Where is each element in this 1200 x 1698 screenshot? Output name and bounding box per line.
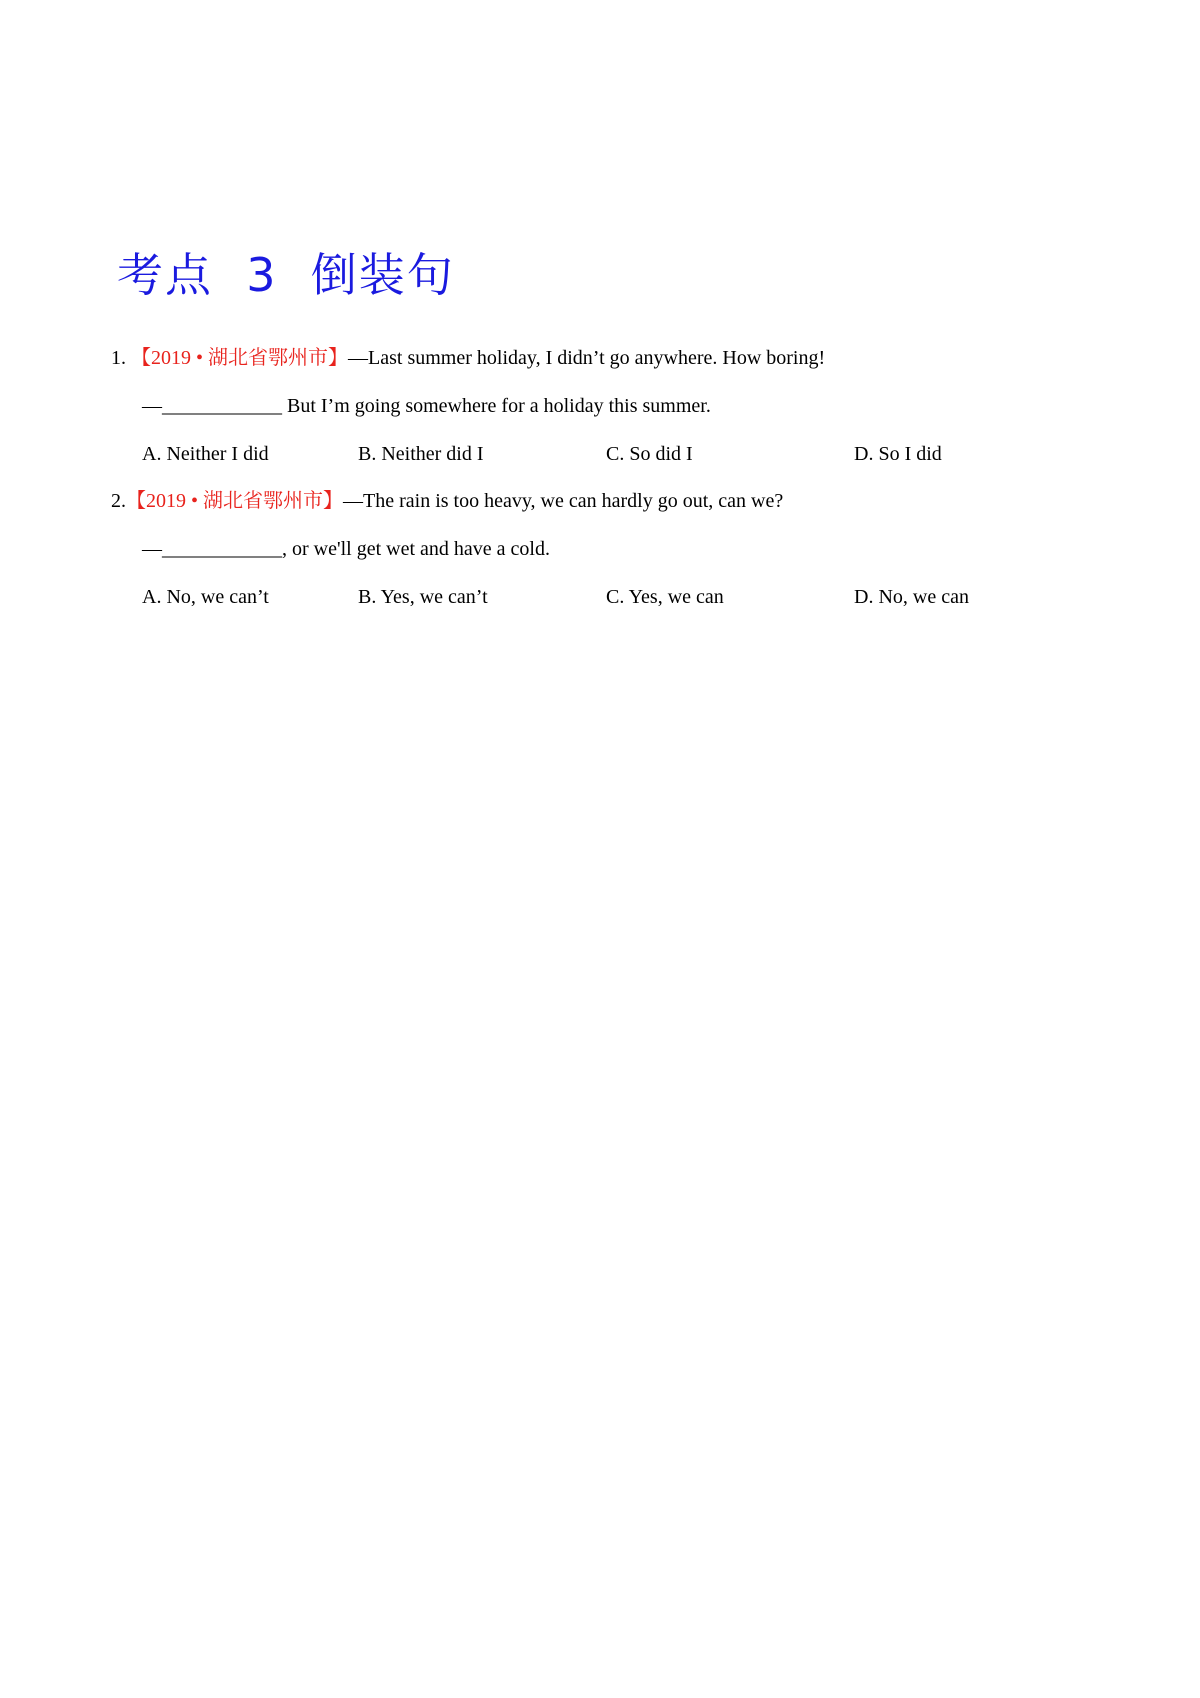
question-1-option-a: A. Neither I did xyxy=(142,443,269,465)
question-2-prompt: —The rain is too heavy, we can hardly go out, can we? xyxy=(343,490,784,512)
question-1-number: 1. xyxy=(111,347,126,369)
question-1-option-d: D. So I did xyxy=(854,443,942,465)
question-1-reply: —____________ But I’m going somewhere for a holiday this summer. xyxy=(142,395,711,417)
question-1-option-b: B. Neither did I xyxy=(358,443,484,465)
question-1-source: 【2019 • 湖北省鄂州市】 xyxy=(131,347,349,369)
question-1-stem xyxy=(111,348,825,368)
section-heading: 考点 3 倒装句 xyxy=(117,248,455,302)
question-2-reply: —____________, or we'll get wet and have a cold. xyxy=(142,538,550,560)
question-2-stem xyxy=(111,491,783,511)
question-2-number: 2. xyxy=(111,490,126,512)
question-2-option-b: B. Yes, we can’t xyxy=(358,586,488,608)
question-1-option-c: C. So did I xyxy=(606,443,693,465)
question-2-option-c: C. Yes, we can xyxy=(606,586,724,608)
question-2-option-a: A. No, we can’t xyxy=(142,586,269,608)
question-2-option-d: D. No, we can xyxy=(854,586,969,608)
question-2-source: 【2019 • 湖北省鄂州市】 xyxy=(126,490,344,512)
question-1-prompt: —Last summer holiday, I didn’t go anywhere. How boring! xyxy=(348,347,826,369)
